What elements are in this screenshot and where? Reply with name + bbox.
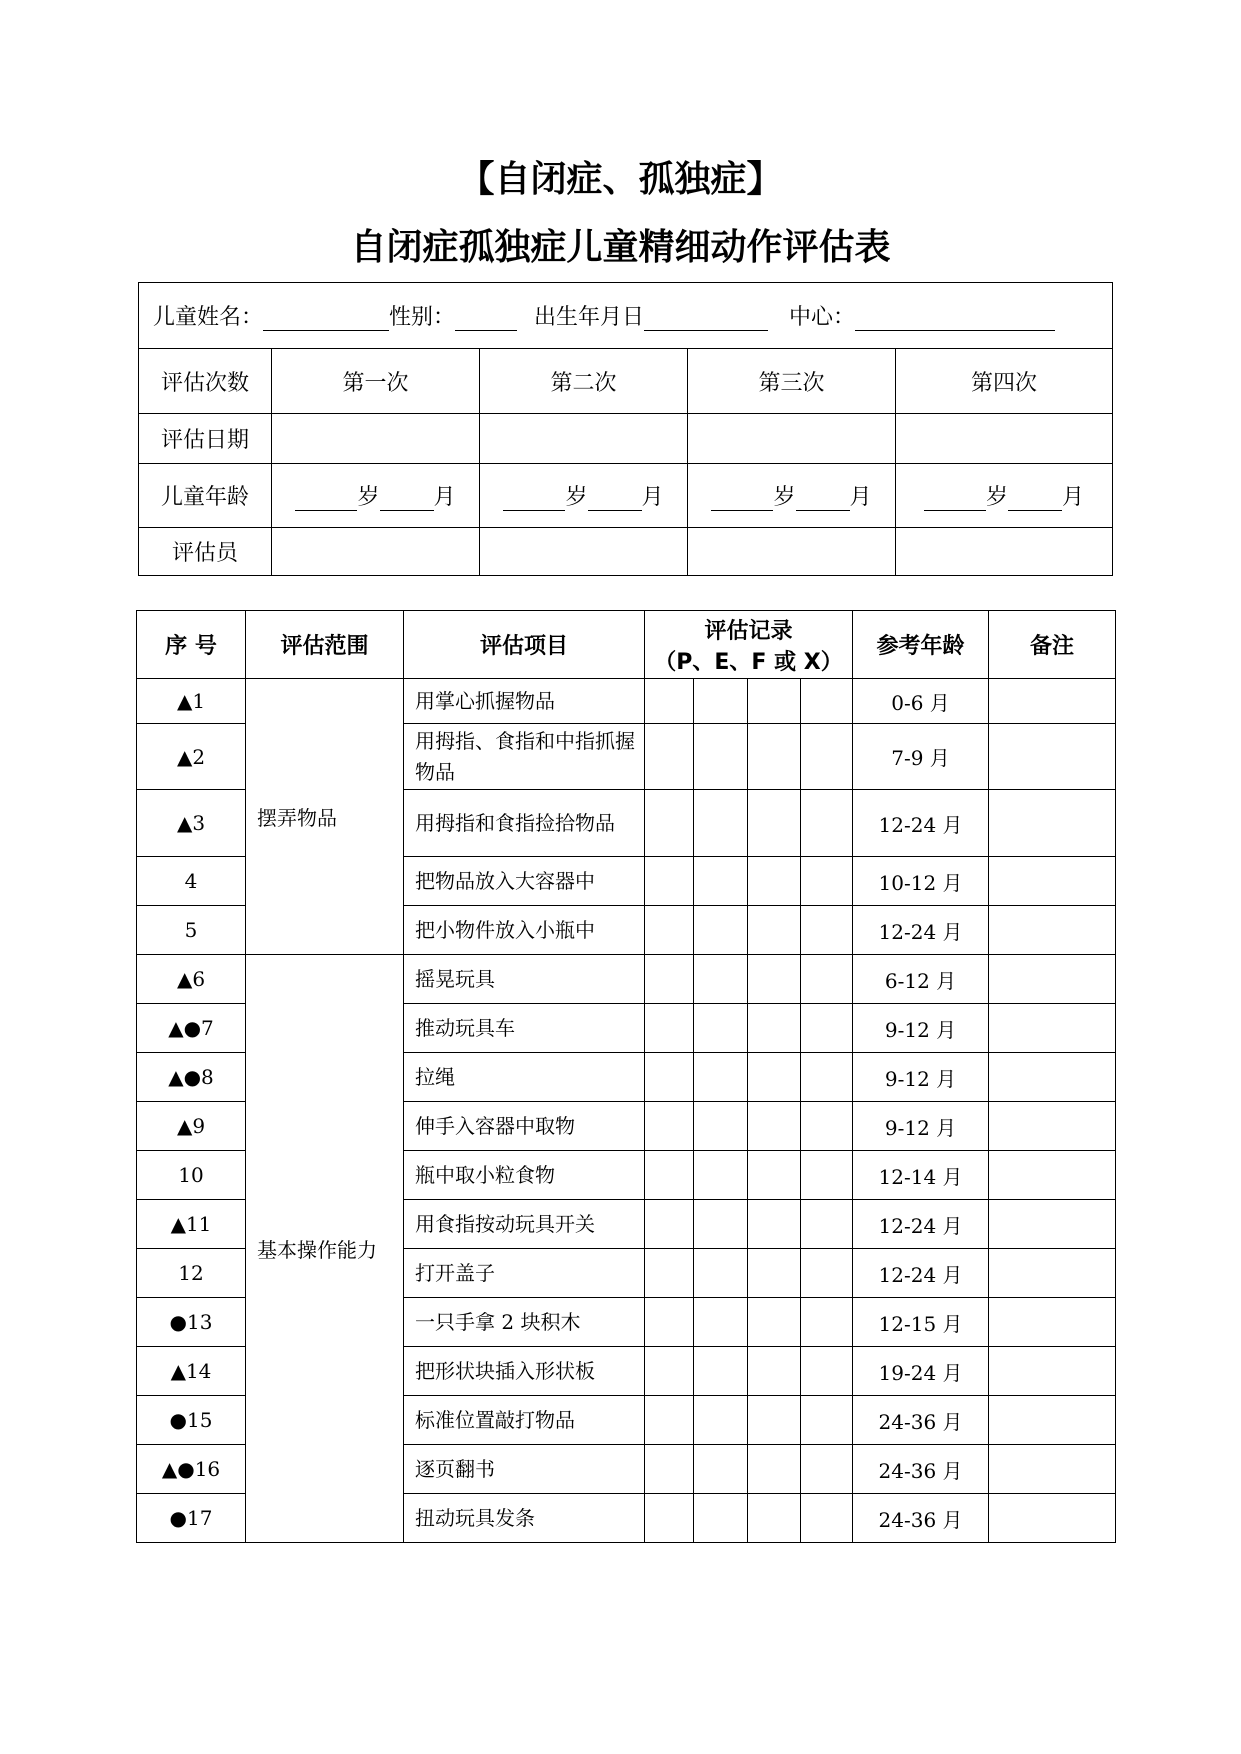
record-cell[interactable] bbox=[694, 1347, 748, 1396]
item-number: 12 bbox=[137, 1249, 246, 1298]
record-cell[interactable] bbox=[645, 1396, 694, 1445]
note-cell[interactable] bbox=[989, 1151, 1116, 1200]
note-cell[interactable] bbox=[989, 857, 1116, 906]
record-cell[interactable] bbox=[694, 724, 748, 790]
note-cell[interactable] bbox=[989, 1053, 1116, 1102]
record-cell[interactable] bbox=[748, 906, 801, 955]
child-age-cell[interactable] bbox=[272, 464, 480, 528]
assess-count-label: 评估次数 bbox=[139, 349, 272, 414]
document-title-line2: 自闭症孤独症儿童精细动作评估表 bbox=[350, 227, 891, 268]
header-ref-age: 参考年龄 bbox=[853, 611, 989, 679]
note-cell[interactable] bbox=[989, 724, 1116, 790]
session-1-header: 第一次 bbox=[272, 349, 480, 414]
record-cell[interactable] bbox=[748, 1298, 801, 1347]
record-cell[interactable] bbox=[801, 1102, 853, 1151]
item-number: ▲2 bbox=[137, 724, 246, 790]
record-cell[interactable] bbox=[694, 906, 748, 955]
note-cell[interactable] bbox=[989, 1494, 1116, 1543]
item-name: 拉绳 bbox=[404, 1053, 645, 1102]
assess-date-cell[interactable] bbox=[688, 414, 896, 464]
reference-age: 0-6 月 bbox=[853, 679, 989, 724]
record-cell[interactable] bbox=[694, 1445, 748, 1494]
record-cell[interactable] bbox=[801, 1445, 853, 1494]
reference-age: 12-24 月 bbox=[853, 1200, 989, 1249]
item-number: ▲6 bbox=[137, 955, 246, 1004]
record-cell[interactable] bbox=[645, 955, 694, 1004]
reference-age: 12-24 月 bbox=[853, 906, 989, 955]
record-cell[interactable] bbox=[645, 724, 694, 790]
record-cell[interactable] bbox=[694, 955, 748, 1004]
record-cell[interactable] bbox=[694, 1151, 748, 1200]
note-cell[interactable] bbox=[989, 955, 1116, 1004]
header-area: 评估范围 bbox=[246, 611, 404, 679]
table-row bbox=[137, 679, 1116, 724]
note-cell[interactable] bbox=[989, 1445, 1116, 1494]
assessor-cell[interactable] bbox=[480, 528, 688, 576]
item-name: 打开盖子 bbox=[404, 1249, 645, 1298]
record-cell[interactable] bbox=[801, 955, 853, 1004]
record-cell[interactable] bbox=[801, 1053, 853, 1102]
note-cell[interactable] bbox=[989, 1102, 1116, 1151]
record-cell[interactable] bbox=[748, 1151, 801, 1200]
year-unit: 岁 bbox=[565, 485, 588, 510]
reference-age: 9-12 月 bbox=[853, 1004, 989, 1053]
item-number: ▲3 bbox=[137, 790, 246, 857]
item-number: ▲1 bbox=[137, 679, 246, 724]
year-unit: 岁 bbox=[986, 485, 1009, 510]
reference-age: 7-9 月 bbox=[853, 724, 989, 790]
area-basic-operation: 基本操作能力 bbox=[246, 955, 404, 1543]
note-cell[interactable] bbox=[989, 1249, 1116, 1298]
item-number: ▲11 bbox=[137, 1200, 246, 1249]
note-cell[interactable] bbox=[989, 1347, 1116, 1396]
record-cell[interactable] bbox=[694, 1249, 748, 1298]
record-cell[interactable] bbox=[801, 724, 853, 790]
record-cell[interactable] bbox=[801, 679, 853, 724]
record-cell[interactable] bbox=[801, 1200, 853, 1249]
record-cell[interactable] bbox=[748, 679, 801, 724]
record-cell[interactable] bbox=[801, 857, 853, 906]
child-basic-info-row bbox=[139, 283, 1113, 349]
item-number: ●17 bbox=[137, 1494, 246, 1543]
record-cell[interactable] bbox=[694, 1200, 748, 1249]
record-cell[interactable] bbox=[748, 857, 801, 906]
year-unit: 岁 bbox=[357, 485, 380, 510]
record-cell[interactable] bbox=[694, 790, 748, 857]
month-unit: 月 bbox=[849, 485, 872, 510]
session-4-header: 第四次 bbox=[896, 349, 1113, 414]
record-cell[interactable] bbox=[645, 790, 694, 857]
document-title-line1: 【自闭症、孤独症】 bbox=[458, 159, 783, 200]
header-item: 评估项目 bbox=[404, 611, 645, 679]
record-cell[interactable] bbox=[748, 1347, 801, 1396]
month-unit: 月 bbox=[433, 485, 456, 510]
header-record-codes: （P、E、F 或 X） bbox=[654, 649, 843, 675]
reference-age: 12-24 月 bbox=[853, 1249, 989, 1298]
record-cell[interactable] bbox=[748, 1053, 801, 1102]
child-name-blank[interactable] bbox=[263, 308, 389, 331]
record-cell[interactable] bbox=[801, 790, 853, 857]
record-cell[interactable] bbox=[694, 1298, 748, 1347]
record-cell[interactable] bbox=[645, 1004, 694, 1053]
reference-age: 6-12 月 bbox=[853, 955, 989, 1004]
record-cell[interactable] bbox=[748, 724, 801, 790]
assess-date-cell[interactable] bbox=[272, 414, 480, 464]
child-age-cell[interactable] bbox=[480, 464, 688, 528]
record-cell[interactable] bbox=[801, 1347, 853, 1396]
area-manipulate-objects: 摆弄物品 bbox=[246, 679, 404, 955]
child-age-cell[interactable] bbox=[688, 464, 896, 528]
reference-age: 24-36 月 bbox=[853, 1445, 989, 1494]
record-cell[interactable] bbox=[645, 679, 694, 724]
header-record-title: 评估记录 bbox=[704, 618, 793, 644]
child-info-table bbox=[138, 282, 1113, 576]
reference-age: 19-24 月 bbox=[853, 1347, 989, 1396]
item-name: 扭动玩具发条 bbox=[404, 1494, 645, 1543]
header-number: 序 号 bbox=[137, 611, 246, 679]
year-unit: 岁 bbox=[773, 485, 796, 510]
item-number: ●13 bbox=[137, 1298, 246, 1347]
item-name: 标准位置敲打物品 bbox=[404, 1396, 645, 1445]
item-name: 把物品放入大容器中 bbox=[404, 857, 645, 906]
record-cell[interactable] bbox=[694, 857, 748, 906]
record-cell[interactable] bbox=[645, 1445, 694, 1494]
record-cell[interactable] bbox=[748, 1249, 801, 1298]
record-cell[interactable] bbox=[694, 1102, 748, 1151]
item-name: 瓶中取小粒食物 bbox=[404, 1151, 645, 1200]
record-cell[interactable] bbox=[645, 1200, 694, 1249]
month-unit: 月 bbox=[641, 485, 664, 510]
record-cell[interactable] bbox=[645, 1102, 694, 1151]
item-number: ▲9 bbox=[137, 1102, 246, 1151]
item-name: 用掌心抓握物品 bbox=[404, 679, 645, 724]
record-cell[interactable] bbox=[748, 1004, 801, 1053]
reference-age: 12-14 月 bbox=[853, 1151, 989, 1200]
reference-age: 9-12 月 bbox=[853, 1053, 989, 1102]
record-cell[interactable] bbox=[694, 1494, 748, 1543]
note-cell[interactable] bbox=[989, 1396, 1116, 1445]
record-cell[interactable] bbox=[645, 906, 694, 955]
item-name: 逐页翻书 bbox=[404, 1445, 645, 1494]
assessor-cell[interactable] bbox=[896, 528, 1113, 576]
assess-date-cell[interactable] bbox=[480, 414, 688, 464]
child-name-label: 儿童姓名： bbox=[153, 305, 264, 330]
item-name: 推动玩具车 bbox=[404, 1004, 645, 1053]
record-cell[interactable] bbox=[801, 906, 853, 955]
assessor-label: 评估员 bbox=[139, 528, 272, 576]
record-cell[interactable] bbox=[801, 1151, 853, 1200]
record-cell[interactable] bbox=[645, 1053, 694, 1102]
record-cell[interactable] bbox=[694, 679, 748, 724]
record-cell[interactable] bbox=[748, 1396, 801, 1445]
birth-date-blank[interactable] bbox=[644, 308, 768, 331]
assessment-items-table bbox=[136, 610, 1116, 1543]
assessor-cell[interactable] bbox=[688, 528, 896, 576]
record-cell[interactable] bbox=[645, 857, 694, 906]
item-number: ▲●16 bbox=[137, 1445, 246, 1494]
record-cell[interactable] bbox=[801, 1396, 853, 1445]
item-name: 一只手拿 2 块积木 bbox=[404, 1298, 645, 1347]
reference-age: 24-36 月 bbox=[853, 1396, 989, 1445]
record-cell[interactable] bbox=[694, 1396, 748, 1445]
header-record bbox=[645, 611, 853, 679]
header-note: 备注 bbox=[989, 611, 1116, 679]
item-number: ▲●7 bbox=[137, 1004, 246, 1053]
session-2-header: 第二次 bbox=[480, 349, 688, 414]
item-name: 用食指按动玩具开关 bbox=[404, 1200, 645, 1249]
item-number: ●15 bbox=[137, 1396, 246, 1445]
item-name: 把小物件放入小瓶中 bbox=[404, 906, 645, 955]
item-number: 4 bbox=[137, 857, 246, 906]
child-age-label: 儿童年龄 bbox=[139, 464, 272, 528]
note-cell[interactable] bbox=[989, 906, 1116, 955]
record-cell[interactable] bbox=[694, 1004, 748, 1053]
record-cell[interactable] bbox=[748, 1445, 801, 1494]
assess-date-cell[interactable] bbox=[896, 414, 1113, 464]
record-cell[interactable] bbox=[645, 1151, 694, 1200]
assessor-cell[interactable] bbox=[272, 528, 480, 576]
item-name: 摇晃玩具 bbox=[404, 955, 645, 1004]
record-cell[interactable] bbox=[645, 1347, 694, 1396]
item-name: 伸手入容器中取物 bbox=[404, 1102, 645, 1151]
record-cell[interactable] bbox=[801, 1004, 853, 1053]
record-cell[interactable] bbox=[801, 1494, 853, 1543]
item-name: 用拇指、食指和中指抓握物品 bbox=[404, 724, 645, 790]
item-number: ▲●8 bbox=[137, 1053, 246, 1102]
month-unit: 月 bbox=[1062, 485, 1085, 510]
record-cell[interactable] bbox=[694, 1053, 748, 1102]
note-cell[interactable] bbox=[989, 1004, 1116, 1053]
note-cell[interactable] bbox=[989, 1200, 1116, 1249]
record-cell[interactable] bbox=[748, 1200, 801, 1249]
record-cell[interactable] bbox=[801, 1249, 853, 1298]
record-cell[interactable] bbox=[748, 955, 801, 1004]
item-number: 10 bbox=[137, 1151, 246, 1200]
note-cell[interactable] bbox=[989, 679, 1116, 724]
reference-age: 24-36 月 bbox=[853, 1494, 989, 1543]
record-cell[interactable] bbox=[645, 1494, 694, 1543]
gender-blank[interactable] bbox=[455, 308, 517, 331]
item-number: 5 bbox=[137, 906, 246, 955]
record-cell[interactable] bbox=[801, 1298, 853, 1347]
record-cell[interactable] bbox=[645, 1298, 694, 1347]
note-cell[interactable] bbox=[989, 790, 1116, 857]
record-cell[interactable] bbox=[748, 1102, 801, 1151]
item-number: ▲14 bbox=[137, 1347, 246, 1396]
record-cell[interactable] bbox=[748, 790, 801, 857]
gender-label: 性别： bbox=[389, 305, 456, 330]
center-label: 中心： bbox=[789, 305, 856, 330]
reference-age: 9-12 月 bbox=[853, 1102, 989, 1151]
assess-date-label: 评估日期 bbox=[139, 414, 272, 464]
note-cell[interactable] bbox=[989, 1298, 1116, 1347]
center-blank[interactable] bbox=[855, 308, 1055, 331]
table-row bbox=[137, 955, 1116, 1004]
birth-date-label: 出生年月日 bbox=[534, 305, 645, 330]
record-cell[interactable] bbox=[748, 1494, 801, 1543]
child-age-cell[interactable] bbox=[896, 464, 1113, 528]
reference-age: 12-24 月 bbox=[853, 790, 989, 857]
session-3-header: 第三次 bbox=[688, 349, 896, 414]
item-name: 把形状块插入形状板 bbox=[404, 1347, 645, 1396]
record-cell[interactable] bbox=[645, 1249, 694, 1298]
reference-age: 12-15 月 bbox=[853, 1298, 989, 1347]
reference-age: 10-12 月 bbox=[853, 857, 989, 906]
item-name: 用拇指和食指捡拾物品 bbox=[404, 790, 645, 857]
